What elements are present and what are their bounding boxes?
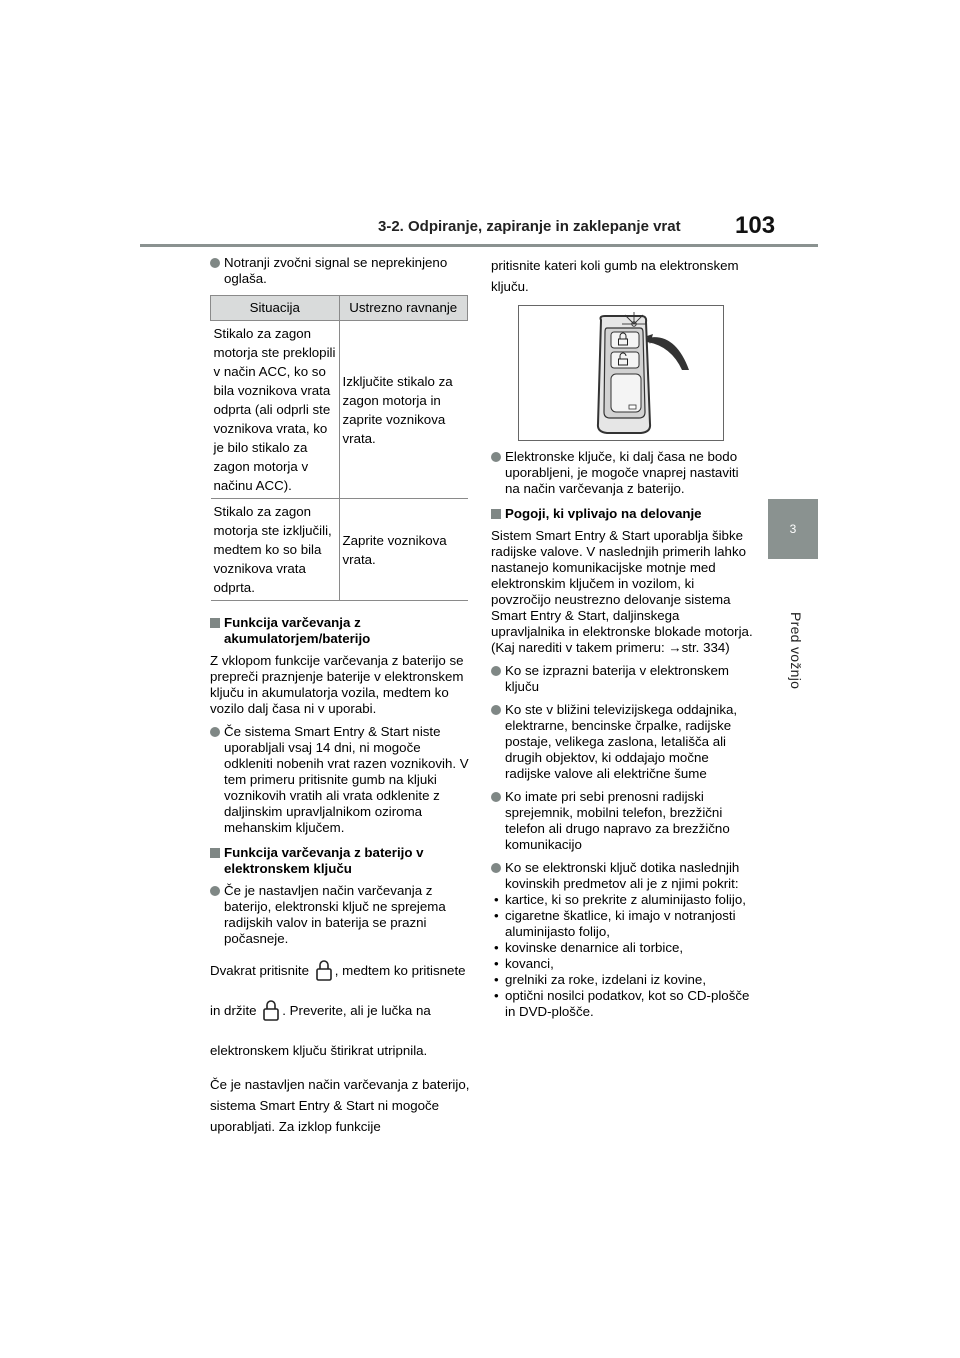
table-header-action: Ustrezno ravnanje [339, 296, 468, 321]
list-item: • optični nosilci podatkov, kot so CD-plošče in DVD-plošče. [491, 988, 753, 1020]
table-cell: Zaprite voznikova vrata. [339, 499, 468, 601]
right-column [491, 255, 753, 1020]
bullet-near-transmitter: Ko ste v bližini televizijskega oddajnika, elektrarne, bencinske črpalke, radijske postaje, velikega zaslona, letališča ali drugih objektov, ki oddajajo močne radijske valove ali električne šume [491, 702, 753, 782]
bullet-metal-objects-text: Ko se elektronski ključ dotika naslednjih kovinskih predmetov ali je z njimi pokrit: [505, 860, 740, 891]
list-item: • kartice, ki so prekrite z aluminijasto folijo, [491, 892, 753, 908]
left-column [210, 255, 472, 1144]
table-cell: Izključite stikalo za zagon motorja in zaprite voznikova vrata. [339, 321, 468, 499]
bullet-battery-empty: Ko se izprazni baterija v elektronskem ključu [491, 663, 753, 695]
section-battery-saving-title: Funkcija varčevanja z akumulatorjem/baterijo [210, 615, 472, 647]
press-text-a: Dvakrat pritisnite [210, 963, 310, 978]
list-item: • grelniki za roke, izdelani iz kovine, [491, 972, 753, 988]
section-key-battery-title: Funkcija varčevanja z baterijo v elektronskem ključu [210, 845, 472, 877]
press-text-b: , medtem ko pritisnete in držite [210, 963, 466, 1018]
press-text-c: . Preverite, ali je lučka na elektronskem ključu štirikrat utripnila. [210, 1003, 431, 1058]
section-conditions-title: Pogoji, ki vplivajo na delovanje [491, 506, 753, 522]
key-fob-illustration [518, 305, 724, 441]
bullet-buzzer: Notranji zvočni signal se neprekinjeno oglaša. [210, 255, 472, 287]
press-any-button-text: pritisnite kateri koli gumb na elektronskem ključu. [491, 258, 739, 294]
chapter-number: 3 [789, 522, 797, 536]
bullet-metal-objects [491, 860, 753, 1020]
bullet-preset-saving: Elektronske ključe, ki dalj časa ne bodo uporabljeni, je mogoče vnaprej nastaviti na način varčevanja z baterijo. [491, 449, 753, 497]
bullet-14-days: Če sistema Smart Entry & Start niste uporabljali vsaj 14 dni, ni mogoče odkleniti nobenih vrat razen voznikovih. V tem primeru pritisnite gumb na kljuki voznikovih vratih ali vrata odklenite z daljinskim upravljalnikom oziroma mehanskim ključem. [210, 724, 472, 836]
chapter-label: Pred vožnjo [788, 612, 804, 690]
battery-saving-mode-note: Če je nastavljen način varčevanja z baterijo, sistema Smart Entry & Start ni mogoče uporabljati. Za izklop funkcije [210, 1077, 470, 1134]
header-rule [140, 244, 818, 247]
bullet-radio-devices: Ko imate pri sebi prenosni radijski sprejemnik, mobilni telefon, brezžični telefon ali drugo napravo za brezžično komunikacijo [491, 789, 753, 853]
chapter-tab [768, 499, 818, 559]
lock-icon [315, 958, 333, 994]
table-row [211, 321, 468, 499]
lock-icon [262, 998, 280, 1034]
list-item: • kovanci, [491, 956, 753, 972]
press-instruction [210, 954, 472, 1067]
list-item: • cigaretne škatlice, ki imajo v notranjosti aluminijasto folijo, [491, 908, 753, 940]
section-conditions-text: Sistem Smart Entry & Start uporablja šibke radijske valove. V naslednjih primerih lahko nastanejo komunikacijske motnje med elektronskim ključem in vozilom, ki povzročijo neustrezno delovanje sistema Smart Entry & Start, daljinskega upravljalnika in elektronske blokade motorja. (Kaj narediti v takem primeru: →str. 334) [491, 528, 753, 655]
table-cell: Stikalo za zagon motorja ste preklopili v način ACC, ko so bila voznikova vrata odprta (ali odprli ste voznikova vrata, ko je bilo stikalo za zagon motorja v načinu ACC). [211, 321, 340, 499]
bullet-key-saving: Če je nastavljen način varčevanja z baterijo, elektronski ključ ne sprejema radijskih valov in baterija se prazni počasneje. [210, 883, 472, 947]
table-row [211, 499, 468, 601]
section-battery-saving-text: Z vklopom funkcije varčevanja z baterijo se prepreči praznjenje baterije v elektronskem ključu in akumulatorja vozila, medtem ko vozilo dalj časa ni v uporabi. [210, 653, 464, 716]
list-item: • kovinske denarnice ali torbice, [491, 940, 753, 956]
table-header-situation: Situacija [211, 296, 340, 321]
table-cell: Stikalo za zagon motorja ste izključili, medtem ko so bila voznikova vrata odprta. [211, 499, 340, 601]
situation-table [210, 295, 468, 601]
metal-objects-list [491, 892, 753, 1020]
page-number: 103 [735, 212, 776, 239]
section-title: 3-2. Odpiranje, zapiranje in zaklepanje vrat [378, 218, 681, 235]
